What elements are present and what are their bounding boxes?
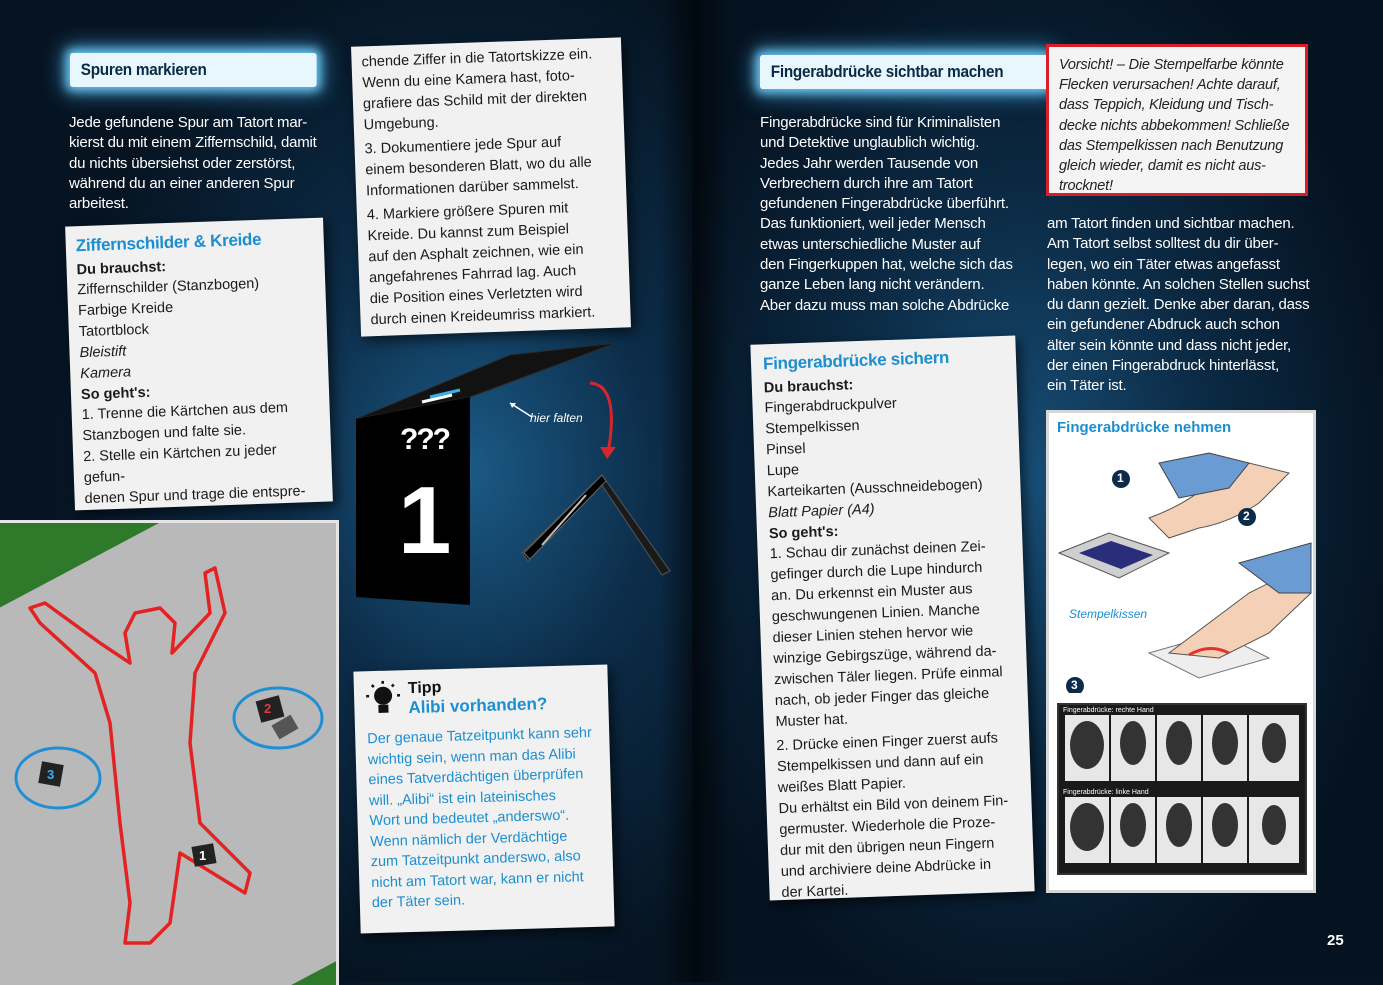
step-line: Du erhältst ein Bild von deinem Fin- — [778, 791, 1020, 820]
marker-logo: ??? — [400, 423, 449, 457]
scene-marker-1: 1 — [199, 848, 206, 863]
step-line: Stempelkissen und dann auf ein — [777, 749, 1019, 778]
needs-item: Farbige Kreide — [78, 293, 317, 322]
continued-line: älter sein könnte und dass nicht jeder, — [1047, 336, 1327, 356]
needs-item: Lupe — [766, 453, 1008, 482]
fingerprint-figure — [1046, 410, 1316, 893]
tip-line: nicht am Tatort war, kann er nicht — [371, 866, 601, 893]
needs-item: Tatortblock — [78, 314, 317, 343]
card-heading: Ziffernschilder & Kreide — [75, 228, 314, 256]
needs-label: Du brauchst: — [76, 254, 314, 278]
step-badge-3: 3 — [1071, 678, 1078, 692]
card-left-hand-label: Fingerabdrücke: linke Hand — [1063, 789, 1149, 796]
step-line: der Kartei. — [781, 875, 1023, 904]
needs-item: Kamera — [80, 364, 131, 382]
needs-item: Blatt Papier (A4) — [768, 502, 875, 522]
needs-item: Stempelkissen — [765, 411, 1007, 440]
continued-line: ein gefundener Abdruck auch schon — [1047, 315, 1327, 335]
tip-heading: Alibi vorhanden? — [408, 694, 547, 718]
step-line: zwischen Täler liegen. Prüfe einmal — [774, 662, 1016, 691]
continued-line: am Tatort finden und sichtbar machen. — [1047, 214, 1327, 234]
intro-line: Verbrechern durch ihre am Tatort — [760, 174, 1040, 194]
spuren-steps-card — [351, 37, 631, 336]
tip-line: Der genaue Tatzeitpunkt kann sehr — [367, 723, 597, 750]
continued-line: legen, wo ein Täter etwas angefasst — [1047, 255, 1327, 275]
intro-line: Jedes Jahr werden Tausende von — [760, 154, 1040, 174]
needs-item: Fingerabdruckpulver — [764, 390, 1006, 419]
step-line: grafiere das Schild mit der direkten — [363, 86, 614, 116]
ziffernschilder-card — [65, 218, 333, 511]
warning-line: Vorsicht! – Die Stempelfarbe könnte — [1059, 55, 1295, 75]
step-line: Muster hat. — [775, 704, 1017, 733]
step-line: 2. Drücke einen Finger zuerst aufs — [776, 728, 1018, 757]
step-line: durch einen Kreideumriss markiert. — [370, 302, 621, 332]
left-intro-text — [69, 113, 339, 214]
warning-line: trocknet! — [1059, 176, 1295, 196]
page-number: 25 — [1327, 932, 1344, 949]
tip-line: will. „Alibi“ ist ein lateinisches — [369, 784, 599, 811]
needs-item: Pinsel — [766, 432, 1008, 461]
crime-scene-illustration — [0, 520, 339, 985]
step-line: Stanzbogen und falte sie. — [82, 418, 321, 447]
intro-line: gefundenen Fingerabdrücke überführt. — [760, 194, 1040, 214]
step-line: dur mit den übrigen neun Fingern — [780, 833, 1022, 862]
step-line: chende Ziffer in die Tatortskizze ein. — [361, 44, 612, 74]
step-line: 2. Stelle ein Kärtchen zu jeder gefun- — [83, 439, 322, 489]
step-line: 1. Trenne die Kärtchen aus dem — [81, 397, 320, 426]
step-line: Informationen darüber sammelst. — [366, 173, 617, 203]
step-line: dieser Linien stehen hervor wie — [772, 620, 1014, 649]
tip-line: Wenn nämlich der Verdächtige — [370, 825, 600, 852]
intro-line: Fingerabdrücke sind für Kriminalisten — [760, 113, 1040, 133]
tip-line: der Täter sein. — [372, 887, 602, 914]
step-line: angefahrenes Fahrrad lag. Auch — [369, 260, 620, 290]
continued-line: der einen Fingerabdruck hinterlässt, — [1047, 356, 1327, 376]
warning-line: gleich wieder, damit es nicht aus- — [1059, 156, 1295, 176]
intro-line: kierst du mit einem Ziffernschild, damit — [69, 133, 339, 153]
intro-line: Das funktioniert, weil jeder Mensch — [760, 214, 1040, 234]
step-line: nach, ob jeder Finger das gleiche — [774, 683, 1016, 712]
howto-label: So geht's: — [769, 518, 1010, 542]
step-line: die Position eines Verletzten wird — [369, 281, 620, 311]
intro-line: und Detektive unglaublich wichtig. — [760, 133, 1040, 153]
step-badge-1: 1 — [1117, 471, 1124, 485]
tip-card — [353, 665, 614, 934]
warning-line: decke nichts abbekommen! Schließe — [1059, 116, 1295, 136]
fingerabdruecke-card — [750, 336, 1034, 901]
tip-line: Wort und bedeutet „anderswo“. — [369, 805, 599, 832]
warning-line: das Stempelkissen nach Benutzung — [1059, 136, 1295, 156]
warning-line: Flecken verursachen! Achte darauf, — [1059, 75, 1295, 95]
step-line: 1. Schau dir zunächst deinen Zei- — [769, 536, 1011, 565]
figure-title: Fingerabdrücke nehmen — [1057, 419, 1231, 436]
number-marker-illustration — [340, 335, 680, 625]
needs-item: Karteikarten (Ausschneidebogen) — [767, 474, 1009, 503]
intro-line: ganze Leben lang nicht verändern. — [760, 275, 1040, 295]
scene-marker-2: 2 — [264, 701, 271, 716]
card-heading: Fingerabdrücke sichern — [763, 346, 1005, 374]
stamp-pad-label: Stempelkissen — [1069, 607, 1147, 621]
continued-line: Am Tatort selbst solltest du dir über- — [1047, 234, 1327, 254]
card-right-hand-label: Fingerabdrücke: rechte Hand — [1063, 707, 1154, 714]
continued-line: ein Täter ist. — [1047, 376, 1327, 396]
scene-marker-3: 3 — [47, 767, 54, 782]
needs-label: Du brauchst: — [764, 372, 1005, 396]
tip-line: zum Tatzeitpunkt anderswo, also — [370, 846, 600, 873]
intro-line: du nichts übersiehst oder zerstörst, — [69, 154, 339, 174]
tip-line: wichtig sein, wenn man das Alibi — [368, 743, 598, 770]
intro-line: den Fingerkuppen hat, welche sich das — [760, 255, 1040, 275]
step-badge-2: 2 — [1243, 509, 1250, 523]
step-line: winzige Gebirgszüge, während da- — [773, 641, 1015, 670]
tip-line: eines Tatverdächtigen überprüfen — [368, 764, 598, 791]
needs-item: Bleistift — [79, 344, 126, 362]
step-line: und archiviere deine Abdrücke in — [780, 854, 1022, 883]
step-line: gefinger durch die Lupe hindurch — [770, 557, 1012, 586]
continued-line: du dann gezielt. Denke aber daran, dass — [1047, 295, 1327, 315]
step-line: Wenn du eine Kamera hast, foto- — [362, 65, 613, 95]
lightbulb-icon — [366, 680, 401, 721]
intro-line: Aber dazu muss man solche Abdrücke — [760, 296, 1040, 316]
right-intro-text — [760, 113, 1040, 316]
step-line: weißes Blatt Papier. — [778, 770, 1020, 799]
fold-label: hier falten — [530, 411, 583, 425]
tip-label: Tipp — [408, 676, 547, 698]
intro-line: während du an einer anderen Spur — [69, 174, 339, 194]
right-page-title: Fingerabdrücke sichtbar machen — [760, 55, 1048, 89]
step-line: auf den Asphalt zeichnen, wie ein — [368, 239, 619, 269]
step-line: Kreide. Du kannst zum Beispiel — [367, 218, 618, 248]
step-line: Umgebung. — [363, 107, 614, 137]
intro-line: arbeitest. — [69, 194, 339, 214]
intro-line: etwas unterschiedliche Muster auf — [760, 235, 1040, 255]
step-line: geschwungenen Linien. Manche — [772, 599, 1014, 628]
continued-line: haben könnte. An solchen Stellen suchst — [1047, 275, 1327, 295]
right-continued-text — [1047, 214, 1327, 397]
step-line: 3. Dokumentiere jede Spur auf — [364, 131, 615, 161]
step-line: einem besonderen Blatt, wo du alle — [365, 152, 616, 182]
step-line: germuster. Wiederhole die Proze- — [779, 812, 1021, 841]
needs-item: Ziffernschilder (Stanzbogen) — [77, 272, 316, 301]
warning-box — [1046, 44, 1308, 196]
marker-number: 1 — [398, 473, 451, 569]
left-page-title: Spuren markieren — [70, 53, 317, 87]
howto-label: So geht's: — [81, 379, 319, 403]
intro-line: Jede gefundene Spur am Tatort mar- — [69, 113, 339, 133]
step-line: an. Du erkennst ein Muster aus — [771, 578, 1013, 607]
fingerprint-card — [1057, 703, 1307, 875]
step-line: denen Spur und trage die entspre- — [84, 481, 323, 510]
warning-line: dass Teppich, Kleidung und Tisch- — [1059, 95, 1295, 115]
step-line: 4. Markiere größere Spuren mit — [367, 197, 618, 227]
